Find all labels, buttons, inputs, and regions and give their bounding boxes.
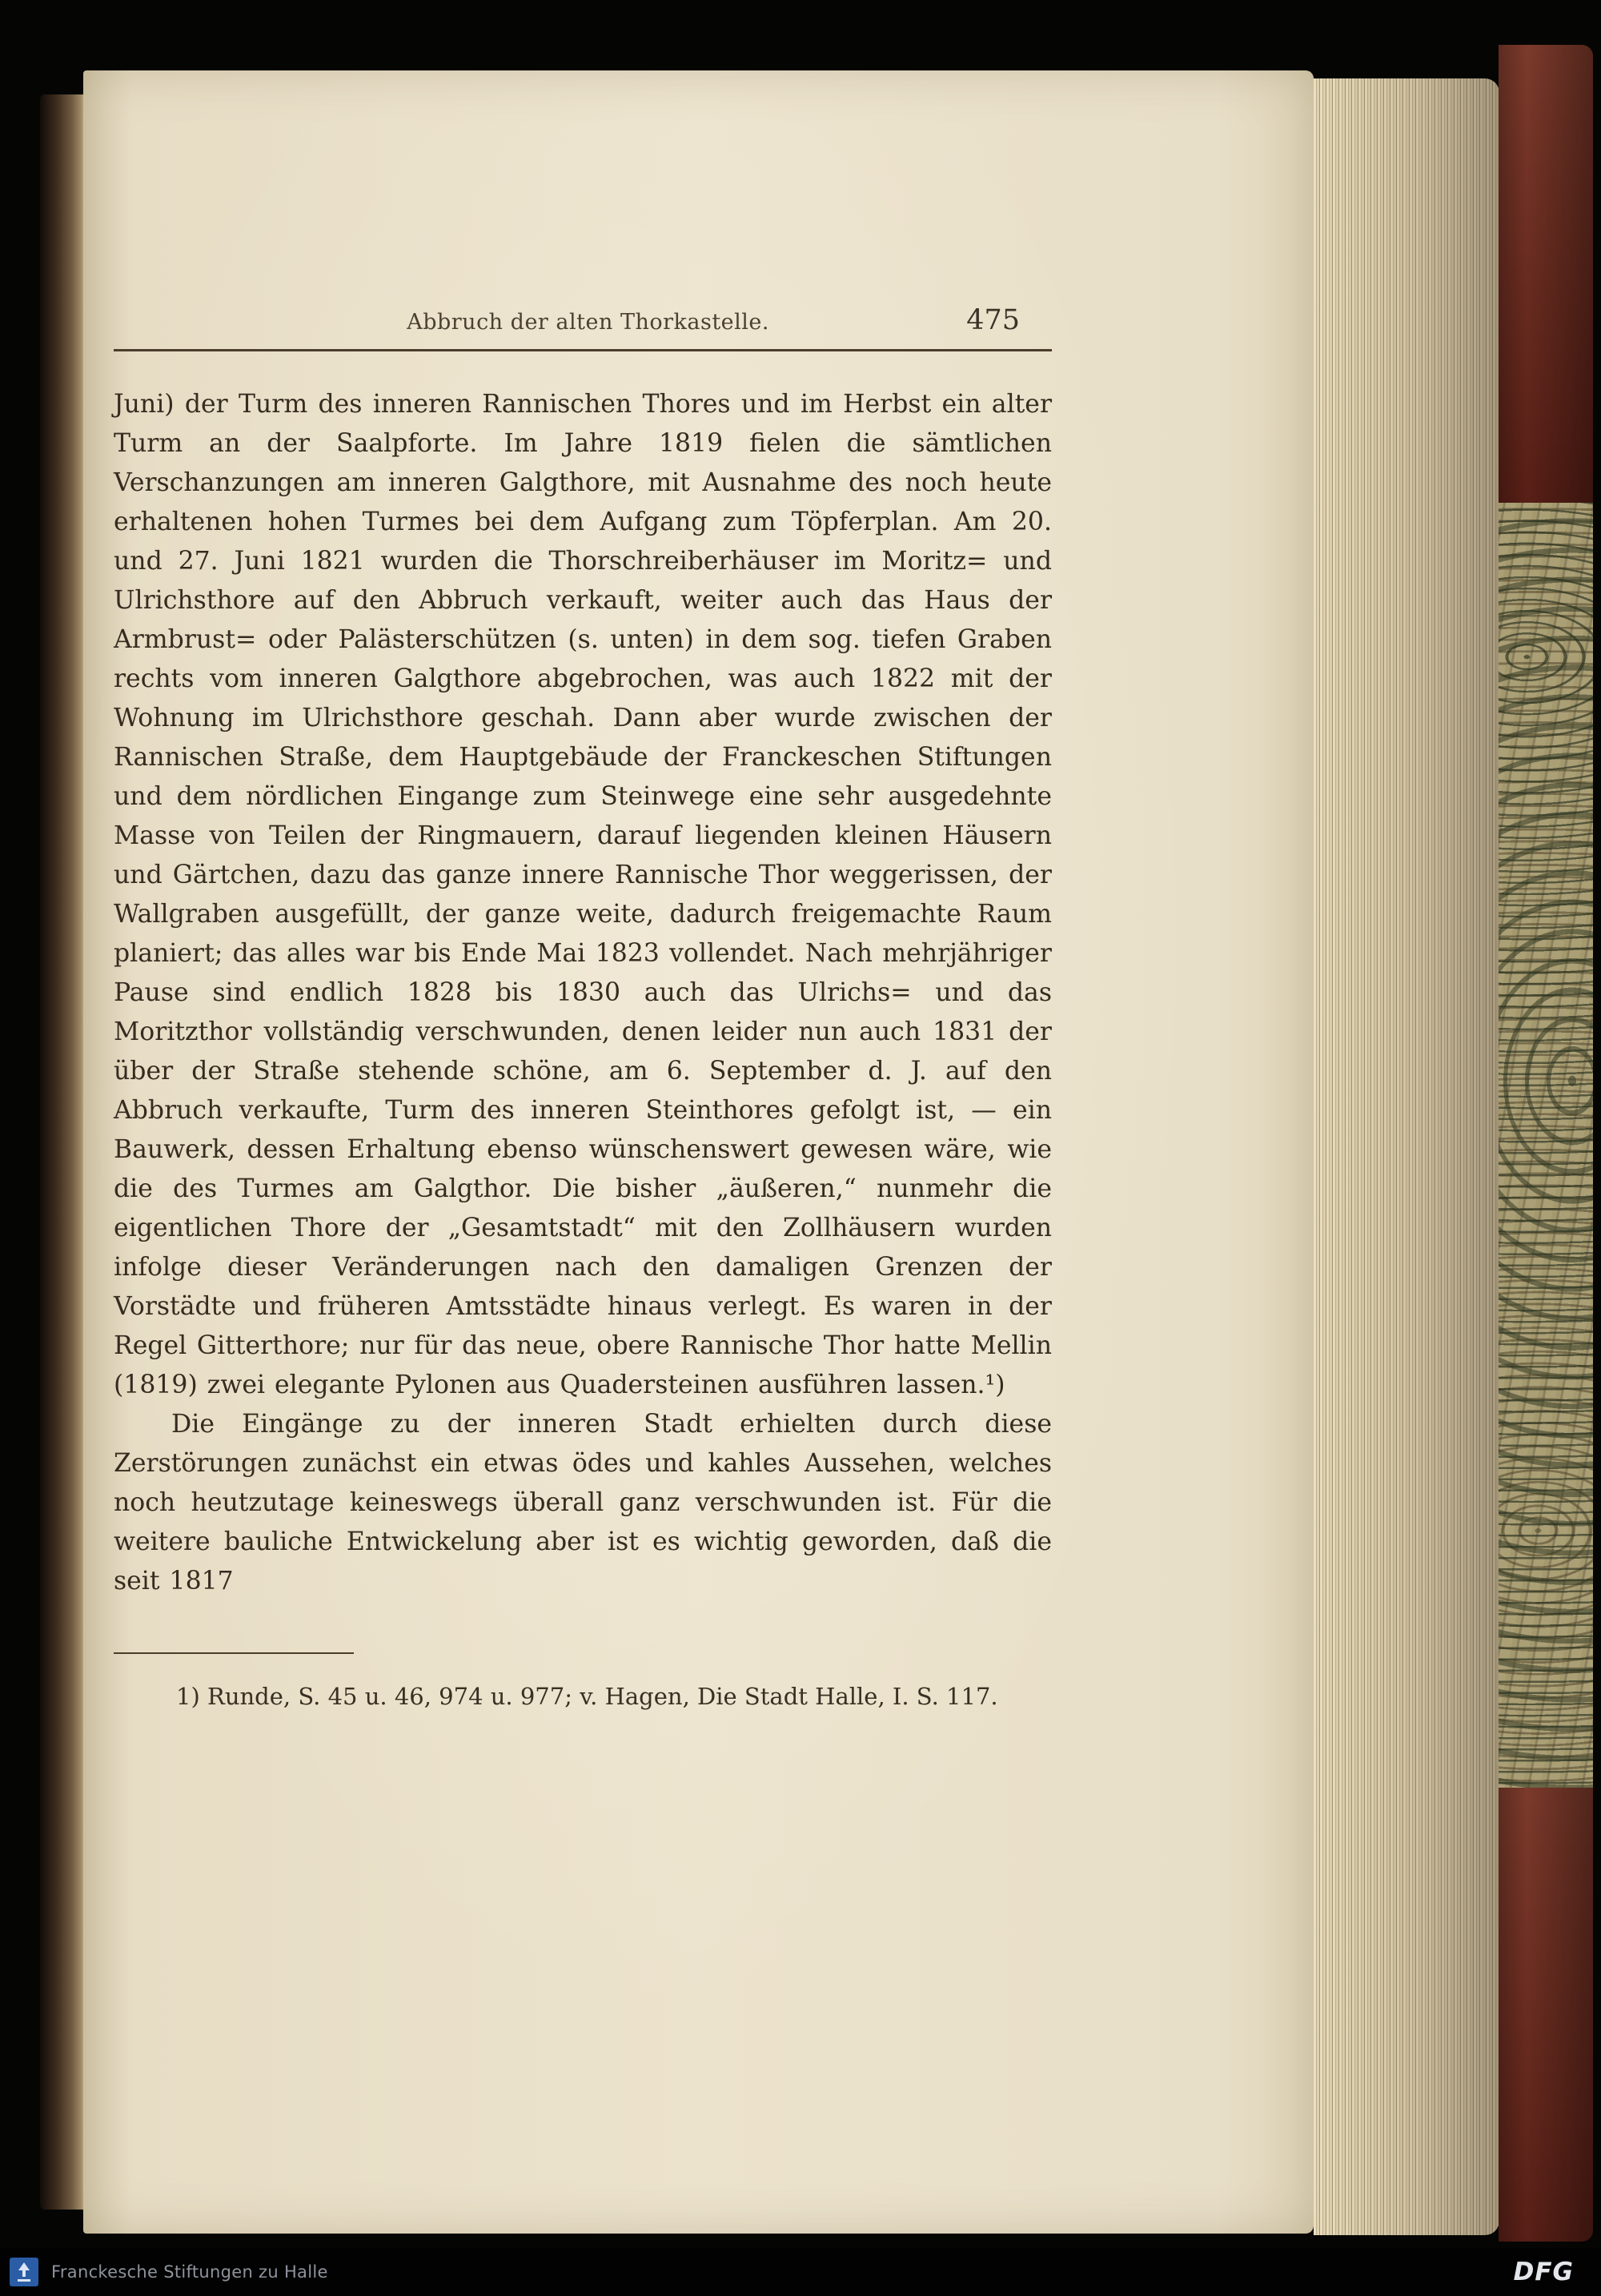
paragraph-second: Die Eingänge zu der inneren Stadt erhielten durch diese Zerstörungen zunächst ein etwas ödes und kahles Aussehen, welches noch heutzutage keineswegs überall ganz verschwunden ist. Für die weitere bauliche Entwickelung aber ist es wichtig geworden, daß die seit 1817: [114, 1410, 1052, 1596]
book-page: [83, 70, 1314, 2234]
paragraph-continuation: Juni) der Turm des inneren Rannischen Thores und im Herbst ein alter Turm an der Saalpforte. Im Jahre 1819 fielen die sämtlichen Verschanzungen am inneren Galgthore, mit Ausnahme des noch heute erhaltenen hohen Turmes bei dem Aufgang zum Töpferplan. Am 20. und 27. Juni 1821 wurden die Thorschreiberhäuser im Moritz= und Ulrichsthore auf den Abbruch verkauft, weiter auch das Haus der Armbrust= oder Palästerschützen (s. unten) in dem sog. tiefen Graben rechts vom inneren Galgthore abgebrochen, was auch 1822 mit der Wohnung im Ulrichsthore geschah. Dann aber wurde zwischen der Rannischen Straße, dem Hauptgebäude der Franckeschen Stiftungen und dem nördlichen Eingange zum Steinwege eine sehr ausgedehnte Masse von Teilen der Ringmauern, darauf liegenden kleinen Häusern und Gärtchen, dazu das ganze innere Rannische Thor weggerissen, der Wallgraben ausgefüllt, der ganze weite, dadurch freigemachte Raum planiert; das alles war bis Ende Mai 1823 vollendet. Nach mehrjähriger Pause sind endlich 1828 bis 1830 auch das Ulrichs= und das Moritzthor vollständig verschwunden, denen leider nun auch 1831 der über der Straße stehende schöne, am 6. September d. J. auf den Abbruch verkaufte, Turm des inneren Steinthores gefolgt ist, — ein Bauwerk, dessen Erhaltung ebenso wünschenswert gewesen wäre, wie die des Turmes am Galgthor. Die bisher „äußeren,“ nunmehr die eigentlichen Thore der „Gesamtstadt“ mit den Zollhäusern wurden infolge dieser Veränderungen nach den damaligen Grenzen der Vorstädte und früheren Amtsstädte hinaus verlegt. Es waren in der Regel Gitterthore; nur für das neue, obere Rannische Thor hatte Mellin (1819) zwei elegante Pylonen aus Quadersteinen ausführen lassen.¹): [114, 390, 1052, 1399]
running-title: Abbruch der alten Thorkastelle.: [407, 310, 769, 335]
page-edges-stack: [1314, 78, 1499, 2235]
page-text-area: [114, 304, 1052, 1715]
footnote-text: 1) Runde, S. 45 u. 46, 974 u. 977; v. Hagen, Die Stadt Halle, I. S. 117.: [176, 1683, 998, 1710]
book-cover-edge: [1499, 45, 1593, 2242]
footnote-block: [114, 1652, 1052, 1715]
franckesche-stiftungen-logo: [8, 2256, 40, 2288]
page-number: 475: [966, 304, 1020, 336]
leather-corner-top: [1499, 45, 1593, 503]
marbled-paper: [1499, 503, 1593, 1788]
body-text: [114, 385, 1052, 1601]
dfg-logo: DFG: [1513, 2258, 1574, 2286]
library-name: Franckesche Stiftungen zu Halle: [51, 2262, 328, 2282]
viewer-footer-bar: [0, 2248, 1601, 2296]
page-header: [114, 304, 1052, 336]
leather-corner-bottom: [1499, 1788, 1593, 2242]
footnote-rule: [114, 1652, 354, 1654]
book-gutter-edge: [40, 94, 85, 2210]
header-rule: [114, 349, 1052, 351]
